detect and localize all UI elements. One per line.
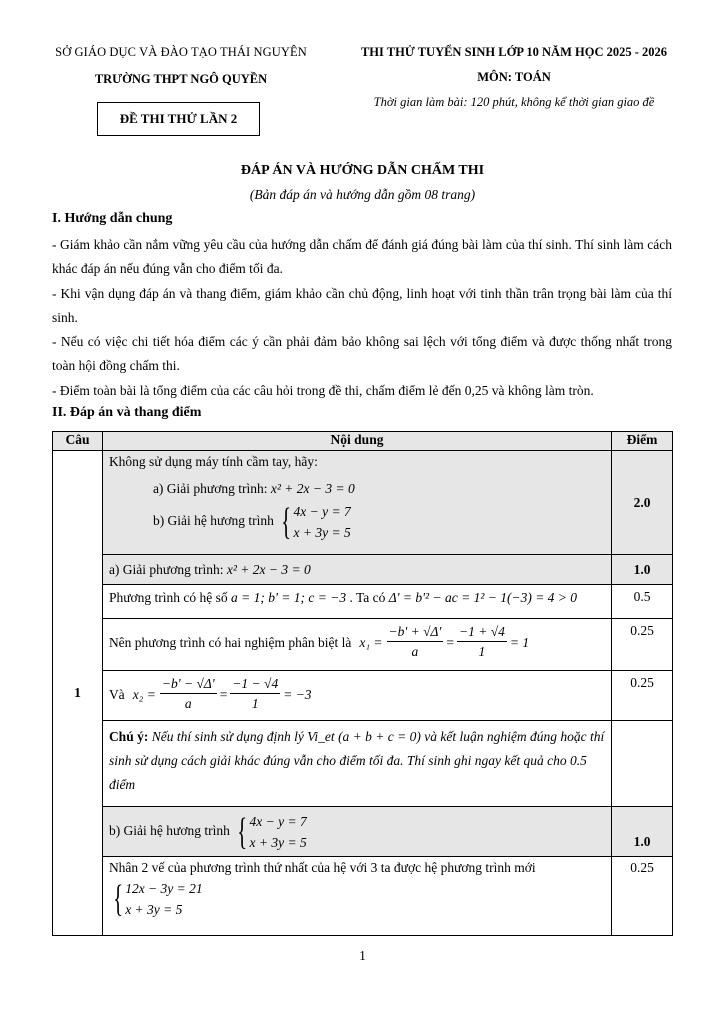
part-a-equation: x² + 2x − 3 = 0 [270, 481, 355, 496]
school-name: TRƯỜNG THPT NGÔ QUYỀN [94, 72, 268, 86]
part-b-statement [103, 501, 611, 543]
heading-system-eq-1: 4x − y = 7 [249, 813, 307, 829]
note-cell [102, 721, 611, 807]
root-x1-cell: Nên phương trình có hai nghiệm phân biệt là x₁ = $\frac{-b' + √\Delta'}{a}$ = $\frac{-1 + √4}{1}$ = 1 [102, 619, 611, 671]
coef-math: a = 1; b' = 1; c = −3 [231, 590, 347, 605]
exam-title: THI THỬ TUYỂN SINH LỚP 10 NĂM HỌC 2025 - 2026 [360, 45, 668, 59]
x1-result: = 1 [509, 634, 530, 650]
x1-numerator-1: −b' + √Δ' [387, 623, 444, 642]
guideline-1: - Giám khảo cần nắm vững yêu cầu của hướng dẫn chấm để đánh giá đúng bài làm của thí sinh. Thí sinh làm cách khác đáp án nếu đúng vẫn cho điểm tối đa. [52, 237, 672, 276]
x2-numerator-1: −b' − √Δ' [160, 675, 217, 694]
note-math: (a + b + c = 0) [338, 729, 421, 744]
department-name: SỞ GIÁO DỤC VÀ ĐÀO TẠO THÁI NGUYÊN [55, 45, 307, 59]
part-a-heading-equation: x² + 2x − 3 = 0 [226, 561, 311, 577]
document-subtitle: (Bản đáp án và hướng dẫn gồm 08 trang) [249, 187, 476, 202]
x2-denominator-2: 1 [251, 696, 259, 711]
time-info: Thời gian làm bài: 120 phút, không kể thời gian giao đề [373, 95, 655, 109]
col-header-question: Câu [53, 432, 103, 451]
delta-math: Δ' = b'² − ac = 1² − 1(−3) = 4 > 0 [388, 590, 578, 605]
coef-text-2: . Ta có [349, 590, 386, 605]
new-system [103, 878, 611, 920]
part-b-heading-system [233, 811, 306, 853]
part-b-heading-cell [102, 807, 611, 857]
x1-numerator-2: −1 + √4 [457, 623, 507, 642]
brace-icon: { [237, 810, 248, 853]
heading-system-eq-2: x + 3y = 5 [249, 834, 307, 850]
x2-points: 0.25 [612, 671, 673, 721]
brace-icon: { [113, 878, 124, 920]
part-a-statement [103, 479, 611, 499]
intro-points: 2.0 [612, 451, 673, 555]
part-b-label: b) Giải hệ hương trình [152, 513, 274, 529]
question-number: 1 [53, 451, 103, 936]
section-heading-answers: II. Đáp án và thang điểm [52, 405, 202, 420]
x1-label: x₁ = [359, 634, 383, 650]
multiply-points: 0.25 [612, 857, 673, 936]
roots-points: 0.25 [612, 619, 673, 671]
coef-text: Phương trình có hệ số [108, 590, 228, 605]
subject: MÔN: TOÁN [477, 70, 551, 84]
root-x2-cell: Và x₂ = $\frac{-b' - √\Delta'}{a}$ = $\frac{-1 - √4}{1}$ = −3 [102, 671, 611, 721]
page-number: 1 [359, 948, 366, 963]
header-right [335, 45, 693, 110]
multiply-cell [102, 857, 611, 936]
document-title: ĐÁP ÁN VÀ HƯỚNG DẪN CHẤM THI [240, 163, 485, 178]
part-a-label: a) Giải phương trình: [152, 481, 268, 496]
new-system-eq-2: x + 3y = 5 [125, 902, 183, 917]
x2-label: x₂ = [132, 686, 156, 702]
note-text-1: Nếu thí sinh sử dụng định lý Vi_et [151, 729, 335, 744]
note-label: Chú ý: [108, 729, 149, 744]
header-left [36, 45, 326, 87]
x2-denominator-1: a [184, 696, 192, 711]
system-of-equations [277, 501, 350, 543]
intro-text: Không sử dụng máy tính cầm tay, hãy: [108, 454, 318, 469]
x1-denominator-1: a [411, 644, 419, 659]
note-points-empty [612, 721, 673, 807]
guideline-3: - Nếu có việc chi tiết hóa điểm các ý cần phải đảm bảo không sai lệch với tổng điểm và được thống nhất trong toàn hội đồng chấm thi. [52, 334, 672, 373]
coef-points: 0.5 [612, 585, 673, 619]
exam-label-box: ĐỀ THI THỬ LẦN 2 [97, 102, 260, 136]
part-a-heading-label: a) Giải phương trình: [108, 561, 224, 577]
part-b-points: 1.0 [612, 807, 673, 857]
brace-icon: { [281, 501, 292, 543]
answer-table [52, 431, 673, 936]
col-header-content: Nội dung [102, 432, 611, 451]
roots-text: Nên phương trình có hai nghiệm phân biệt là [108, 634, 352, 650]
note-text-2: và kết luận nghiệm đúng hoặc thí sinh sử dụng cách giải khác đúng vẫn cho điểm tối đa. Thí sinh ghi ngay kết quả cho 0.5 điểm [108, 729, 605, 792]
guideline-2: - Khi vận dụng đáp án và thang điểm, giám khảo cần chủ động, linh hoạt với tinh thần trân trọng bài làm của thí sinh. [52, 286, 672, 325]
x1-denominator-2: 1 [478, 644, 486, 659]
system-eq-1: 4x − y = 7 [293, 504, 351, 519]
part-a-heading-cell [102, 555, 611, 585]
part-b-heading-label: b) Giải hệ hương trình [108, 822, 230, 838]
part-a-points: 1.0 [612, 555, 673, 585]
and-text: Và [108, 686, 125, 702]
x2-numerator-2: −1 − √4 [230, 675, 280, 694]
question-intro-cell [102, 451, 611, 555]
coefficient-cell [102, 585, 611, 619]
system-eq-2: x + 3y = 5 [293, 525, 351, 540]
col-header-points: Điểm [612, 432, 673, 451]
guideline-4: - Điểm toàn bài là tổng điểm của các câu hỏi trong đề thi, chấm điểm lẻ đến 0,25 và không làm tròn. [52, 383, 594, 398]
new-system-eq-1: 12x − 3y = 21 [125, 881, 203, 896]
x2-result: = −3 [283, 686, 312, 702]
section-heading-general: I. Hướng dẫn chung [52, 211, 173, 226]
multiply-text: Nhân 2 vế của phương trình thứ nhất của hệ với 3 ta được hệ phương trình mới [108, 860, 536, 875]
